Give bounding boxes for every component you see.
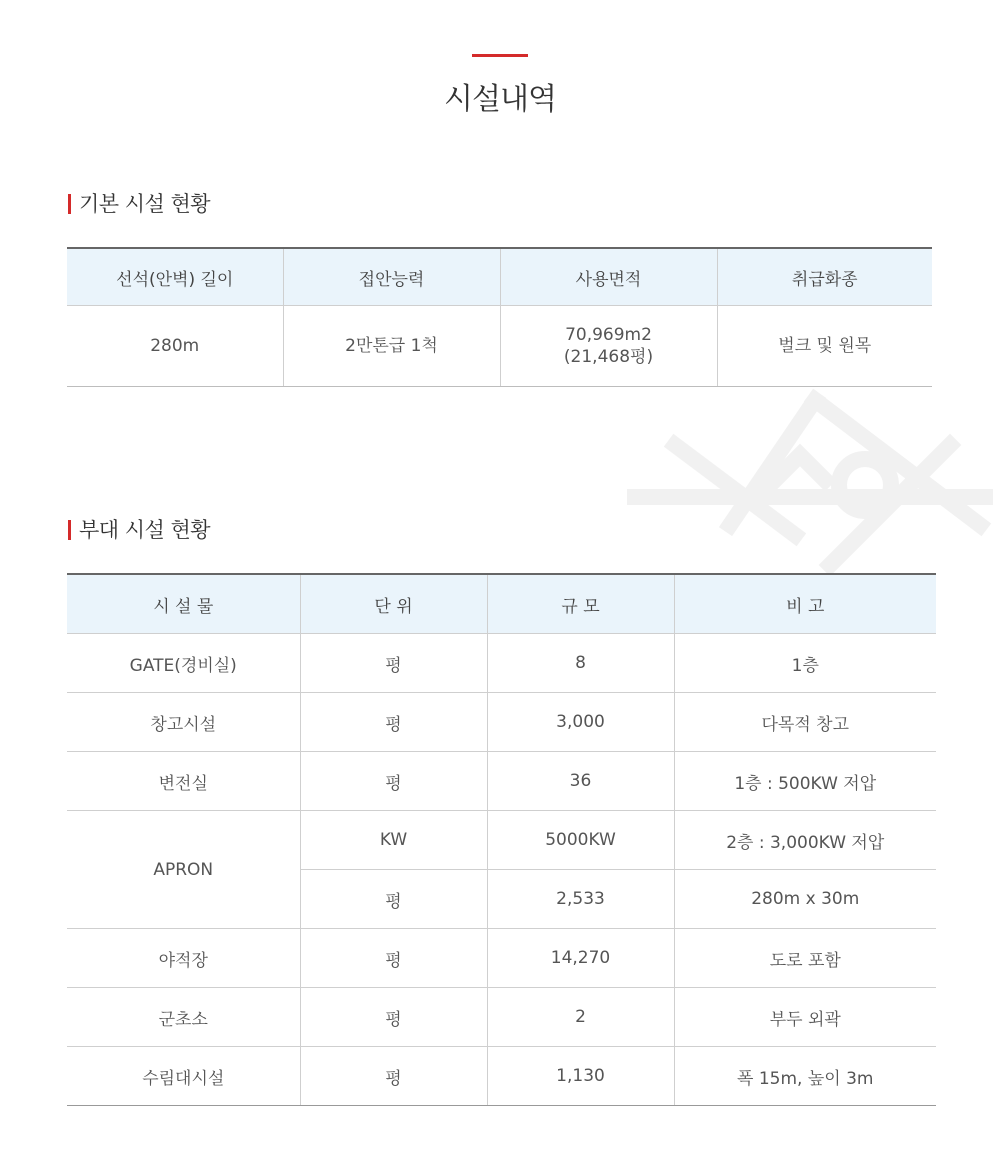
table-row [67,988,936,1047]
cell-note: 도로 포함 [674,929,936,988]
table-header-row [67,574,936,634]
cell-facility: APRON [67,811,300,929]
header-scale: 규 모 [487,574,674,634]
table-row [67,811,936,870]
section-heading-auxiliary [68,514,210,544]
cell-capacity: 2만톤급 1척 [283,306,500,387]
title-accent-bar [472,54,528,57]
table-row [67,693,936,752]
header-facility: 시 설 물 [67,574,300,634]
cell-unit: 평 [300,1047,487,1106]
cell-unit: 평 [300,634,487,693]
table-row [67,634,936,693]
header-capacity: 접안능력 [283,248,500,306]
cell-scale: 5000KW [487,811,674,870]
company-logo-watermark [620,385,1000,580]
cell-unit: 평 [300,752,487,811]
cell-note: 다목적 창고 [674,693,936,752]
cell-note: 1층 : 500KW 저압 [674,752,936,811]
cell-scale: 1,130 [487,1047,674,1106]
cell-scale: 36 [487,752,674,811]
cell-scale: 8 [487,634,674,693]
header-area: 사용면적 [500,248,717,306]
table-row [67,1047,936,1106]
cell-facility: 변전실 [67,752,300,811]
cell-cargo: 벌크 및 원목 [717,306,932,387]
table-header-row [67,248,932,306]
cell-facility: GATE(경비실) [67,634,300,693]
cell-note: 2층 : 3,000KW 저압 [674,811,936,870]
page-title: 시설내역 [444,82,556,117]
cell-note: 폭 15m, 높이 3m [674,1047,936,1106]
cell-unit: 평 [300,929,487,988]
cell-scale: 2 [487,988,674,1047]
cell-area-line2: (21,468평) [563,347,654,367]
header-note: 비 고 [674,574,936,634]
header-cargo: 취급화종 [717,248,932,306]
section-mark [68,194,71,214]
header-length: 선석(안벽) 길이 [67,248,283,306]
cell-area-line1: 70,969m2 [565,325,652,345]
cell-note: 1층 [674,634,936,693]
table-row [67,306,932,387]
basic-facilities-table [67,247,932,387]
cell-length: 280m [67,306,283,387]
cell-scale: 3,000 [487,693,674,752]
auxiliary-facilities-table [67,573,936,1106]
cell-unit: 평 [300,870,487,929]
table-row [67,929,936,988]
section-heading-basic [68,188,210,218]
cell-scale: 14,270 [487,929,674,988]
section-heading-auxiliary-label: 부대 시설 현황 [79,518,211,542]
cell-facility: 군초소 [67,988,300,1047]
cell-facility: 창고시설 [67,693,300,752]
cell-unit: 평 [300,693,487,752]
cell-note: 280m x 30m [674,870,936,929]
cell-facility: 수림대시설 [67,1047,300,1106]
cell-area [500,306,717,387]
cell-note: 부두 외곽 [674,988,936,1047]
section-heading-basic-label: 기본 시설 현황 [79,192,211,216]
header-unit: 단 위 [300,574,487,634]
cell-scale: 2,533 [487,870,674,929]
section-mark [68,520,71,540]
cell-unit: KW [300,811,487,870]
cell-facility: 야적장 [67,929,300,988]
cell-unit: 평 [300,988,487,1047]
table-row [67,752,936,811]
